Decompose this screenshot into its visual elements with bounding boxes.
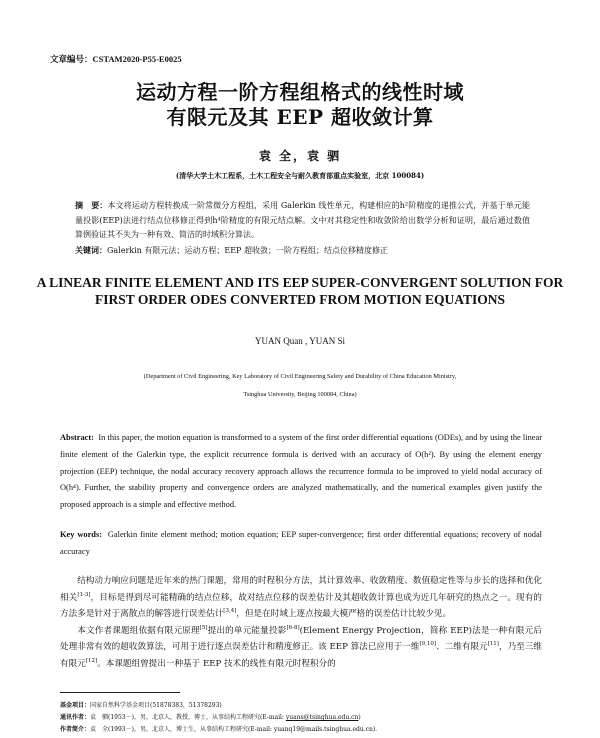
chinese-authors: 袁 全，袁 驷 [258, 149, 342, 163]
english-affiliation-line-1: (Department of Civil Engineering, Key Laboratory of Civil Engineering Safety and Durability of China Education Ministry, [143, 373, 457, 380]
citation: [9,10] [419, 641, 436, 647]
chinese-abstract [75, 198, 530, 243]
body-paragraph-2 [60, 623, 542, 673]
footnotes [60, 700, 550, 736]
footnote-corresponding-end: ) [358, 714, 361, 721]
footnote-divider [60, 692, 180, 693]
body-text-span: ，但是在时域上逐点按最大模严格的误差估计比较少见。 [236, 609, 452, 619]
article-number-value: CSTAM2020-P55-E0025 [92, 54, 182, 64]
chinese-title-line-2: 有限元及其 EEP 超收敛计算 [166, 105, 434, 129]
footnote-funding [60, 700, 550, 712]
english-abstract-text: In this paper, the motion equation is transformed to a system of the first order differential equations (ODEs), and by using the linear finite element of the Galerkin type, the explicit recurrence formula is derived with an accuracy of O(h²). By using the element energy projection (EEP) technique, the nodal accuracy recovery approach allows the recurrence formula to be improved to yield nodal accuracy of O(h⁴). Further, the stability property and convergence orders are analyzed mathematically, and the numerical examples given justify the proposed approach is a simple and effective method. [60, 433, 542, 510]
body-paragraph-1 [60, 573, 542, 623]
english-affiliation-line-2: Tsinghua University, Beijing 100084, China) [243, 391, 357, 398]
article-number [50, 53, 182, 65]
english-keywords-text: Galerkin finite element method; motion equation; EEP super-convergence; first order differential equations; recovery of nodal accuracy [60, 530, 543, 556]
chinese-title-line-1: 运动方程一阶方程组格式的线性时域 [136, 80, 464, 104]
citation: [11] [487, 641, 499, 647]
footnote-corresponding-author [60, 712, 550, 724]
chinese-affiliation: (清华大学土木工程系，土木工程安全与耐久教育部重点实验室，北京 100084) [175, 171, 425, 180]
english-affiliation [60, 368, 540, 404]
body-text [60, 573, 542, 672]
footnote-corresponding-label: 通讯作者： [60, 714, 91, 721]
footnote-funding-text: 国家自然科学基金项目(51878383，51378293) [90, 702, 222, 709]
corresponding-email-link[interactable]: yuans@tsinghua.edu.cn [285, 714, 359, 721]
english-title: A LINEAR FINITE ELEMENT AND ITS EEP SUPER-CONVERGENT SOLUTION FOR FIRST ORDER ODES CONVERTED FROM MOTION EQUATIONS [36, 275, 564, 307]
footnote-bio-text: 袁 全(1993－)，男，北京人，博士生，从事结构工程研究(E-mail: yuanq19@mails.tsinghua.edu.cn). [90, 726, 378, 733]
body-text-span: ，乃至三维有限元 [60, 642, 542, 669]
english-keywords [60, 527, 542, 560]
english-keywords-label: Key words: [60, 530, 103, 539]
citation: [3,4] [223, 608, 237, 614]
english-authors: YUAN Quan , YUAN Si [255, 336, 345, 346]
english-abstract-label: Abstract: [60, 433, 94, 442]
article-number-label: 文章编号： [50, 55, 93, 65]
footnote-corresponding-text: 袁 驷(1953－)，男，北京人，教授，博士，从事结构工程研究(E-mail: [90, 714, 286, 721]
body-text-span: 结构动力响应问题是近年来的热门课题，常用的时程积分方法，其计算效率、收敛精度、数值稳定性等与步长的选择和优化相关 [60, 576, 542, 603]
chinese-keywords-label: 关键词： [75, 244, 107, 255]
chinese-keywords [75, 243, 530, 259]
chinese-title [0, 80, 600, 130]
body-text-span: (Element Energy Projection，简称 EEP)法是一种有限元后处理非常有效的超收敛算法，可用于进行逐点误差估计和精度修正。该 EEP 算法已应用于一维 [60, 625, 542, 652]
footnote-funding-label: 基金项目： [60, 702, 91, 709]
footnote-bio-label: 作者简介： [60, 726, 91, 733]
body-text-span: 。本课题组曾提出一种基于 EEP 技术的线性有限元时程积分的 [97, 658, 336, 669]
chinese-keywords-text: Galerkin 有限元法；运动方程；EEP 超收敛；一阶方程组；结点位移精度修正 [107, 245, 388, 255]
body-text-span: ，目标是得到尽可能精确的结点位移，故对结点位移的误差估计及其超收敛计算也成为近几年研究的热点之一。现有的方法多是针对于离散点的解答进行误差估计 [60, 592, 542, 619]
body-text-span: 提出的单元能量投影 [207, 625, 287, 636]
body-text-span: 、二维有限元 [436, 642, 488, 652]
body-text-span: 本文作者课题组依据有限元原理 [77, 625, 200, 636]
chinese-abstract-label: 摘 要： [75, 200, 108, 210]
english-abstract [60, 430, 542, 514]
citation: [5] [199, 624, 208, 631]
citation: [1-3] [77, 591, 91, 598]
citation: [6-8] [286, 624, 300, 631]
chinese-abstract-block [75, 198, 530, 258]
footnote-author-bio [60, 724, 550, 736]
citation: [12] [85, 657, 98, 664]
chinese-abstract-text: 本文将运动方程转换成一阶常微分方程组，采用 Galerkin 线性单元，构建相应的h²阶精度的递推公式，并基于单元能量投影(EEP)法进行结点位移修正得到h⁴阶精度的有限元结点解。文中对其稳定性和收敛阶给出数学分析和证明，最后通过数值算例验证其不失为一种有效、简洁的时域积分算法。 [75, 201, 531, 239]
